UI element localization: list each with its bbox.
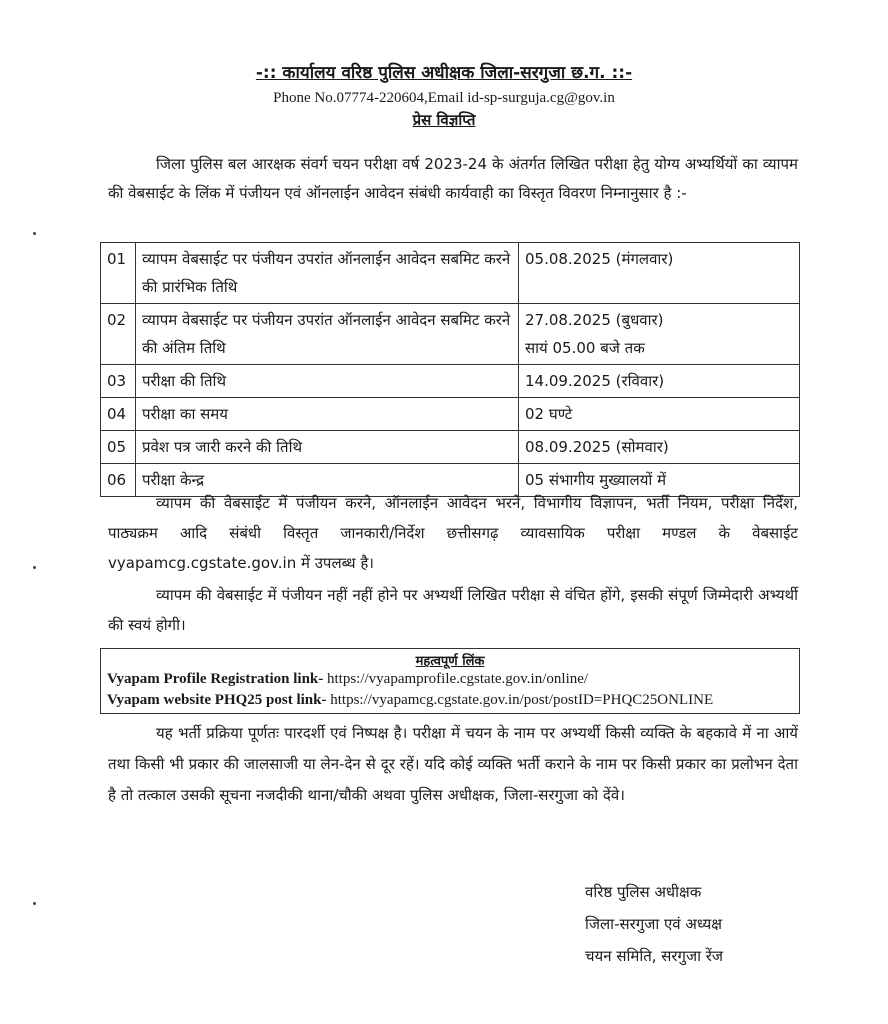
link-label: Vyapam Profile Registration link- bbox=[107, 671, 324, 687]
intro-text: जिला पुलिस बल आरक्षक संवर्ग चयन परीक्षा वर्ष 2023-24 के अंतर्गत लिखित परीक्षा हेतु योग्य अभ्यर्थियों का व्यापम की वेबसाईट के लिंक में पंजीयन एवं ऑनलाईन आवेदन संबंधी कार्यवाही का विस्तृत विवरण निम्नानुसार है :- bbox=[108, 155, 798, 202]
office-contact: Phone No.07774-220604,Email id-sp-surguja.cg@gov.in bbox=[273, 90, 615, 106]
row-value-primary: 05.08.2025 (मंगलवार) bbox=[525, 250, 674, 268]
website-info-text: व्यापम की वेबसाईट में पंजीयन करने, ऑनलाईन आवेदन भरने, विभागीय विज्ञापन, भर्ती नियम, परीक्षा निर्देश, पाठ्यक्रम आदि संबंधी विस्तृत जानकारी/निर्देश छत्तीसगढ़ व्यावसायिक परीक्षा मण्डल के वेबसाईट vyapamcg.cgstate.gov.in में उपलब्ध है। bbox=[108, 494, 798, 572]
row-value-primary: 02 घण्टे bbox=[525, 405, 573, 423]
table-row bbox=[101, 365, 800, 398]
registration-warning-paragraph bbox=[108, 580, 798, 640]
row-item: परीक्षा केन्द्र bbox=[136, 464, 519, 497]
row-number: 03 bbox=[101, 365, 136, 398]
table-row bbox=[101, 431, 800, 464]
important-links-box bbox=[100, 648, 800, 714]
registration-warning-text: व्यापम की वेबसाईट में पंजीयन नहीं नहीं होने पर अभ्यर्थी लिखित परीक्षा से वंचित होंगे, इसकी संपूर्ण जिम्मेदारी अभ्यर्थी की स्वयं होगी। bbox=[108, 586, 798, 634]
row-item: परीक्षा की तिथि bbox=[136, 365, 519, 398]
row-number: 05 bbox=[101, 431, 136, 464]
phq25-post-link-line bbox=[101, 690, 799, 711]
margin-punch-mark bbox=[33, 232, 36, 235]
transparency-notice-paragraph bbox=[108, 718, 798, 811]
press-release-title: प्रेस विज्ञप्ति bbox=[412, 111, 476, 129]
row-number: 01 bbox=[101, 243, 136, 304]
row-item: व्यापम वेबसाईट पर पंजीयन उपरांत ऑनलाईन आवेदन सबमिट करने की प्रारंभिक तिथि bbox=[136, 243, 519, 304]
phq25-post-link[interactable]: https://vyapamcg.cgstate.gov.in/post/postID=PHQC25ONLINE bbox=[330, 692, 714, 708]
row-item: प्रवेश पत्र जारी करने की तिथि bbox=[136, 431, 519, 464]
row-value-secondary: सायं 05.00 बजे तक bbox=[525, 339, 645, 357]
signature-line-2: जिला-सरगुजा एवं अध्यक्ष bbox=[585, 915, 722, 933]
profile-registration-link[interactable]: https://vyapamprofile.cgstate.gov.in/online/ bbox=[327, 671, 589, 687]
row-number: 04 bbox=[101, 398, 136, 431]
row-number: 06 bbox=[101, 464, 136, 497]
intro-paragraph bbox=[108, 150, 798, 208]
profile-registration-link-line bbox=[101, 669, 799, 690]
link-label: Vyapam website PHQ25 post link- bbox=[107, 692, 327, 708]
website-info-paragraph bbox=[108, 488, 798, 578]
schedule-table bbox=[100, 242, 800, 497]
table-row bbox=[101, 398, 800, 431]
row-value bbox=[519, 431, 800, 464]
table-row bbox=[101, 304, 800, 365]
row-value-primary: 05 संभागीय मुख्यालयों में bbox=[525, 471, 667, 489]
row-value-primary: 14.09.2025 (रविवार) bbox=[525, 372, 665, 390]
office-title: -:: कार्यालय वरिष्ठ पुलिस अधीक्षक जिला-सरगुजा छ.ग. ::- bbox=[255, 63, 633, 83]
transparency-notice-text: यह भर्ती प्रक्रिया पूर्णतः पारदर्शी एवं निष्पक्ष है। परीक्षा में चयन के नाम पर अभ्यर्थी किसी व्यक्ति के बहकावे में ना आयें तथा किसी भी प्रकार की जालसाजी या लेन-देन से दूर रहें। यदि कोई व्यक्ति भर्ती कराने के नाम पर किसी प्रकार का प्रलोभन देता है तो तत्काल उसकी सूचना नजदीकी थाना/चौकी अथवा पुलिस अधीक्षक, जिला-सरगुजा को देंवे। bbox=[108, 724, 798, 804]
row-value bbox=[519, 304, 800, 365]
signature-line-3: चयन समिति, सरगुजा रेंज bbox=[585, 947, 724, 965]
margin-punch-mark bbox=[33, 566, 36, 569]
row-number: 02 bbox=[101, 304, 136, 365]
row-value bbox=[519, 398, 800, 431]
important-links-heading: महत्वपूर्ण लिंक bbox=[415, 654, 485, 669]
row-item: परीक्षा का समय bbox=[136, 398, 519, 431]
row-value bbox=[519, 365, 800, 398]
signature-block bbox=[585, 876, 723, 972]
row-value-primary: 08.09.2025 (सोमवार) bbox=[525, 438, 669, 456]
table-row bbox=[101, 243, 800, 304]
row-item: व्यापम वेबसाईट पर पंजीयन उपरांत ऑनलाईन आवेदन सबमिट करने की अंतिम तिथि bbox=[136, 304, 519, 365]
row-value-primary: 27.08.2025 (बुधवार) bbox=[525, 311, 664, 329]
signature-line-1: वरिष्ठ पुलिस अधीक्षक bbox=[585, 883, 702, 901]
margin-punch-mark bbox=[33, 902, 36, 905]
row-value bbox=[519, 243, 800, 304]
